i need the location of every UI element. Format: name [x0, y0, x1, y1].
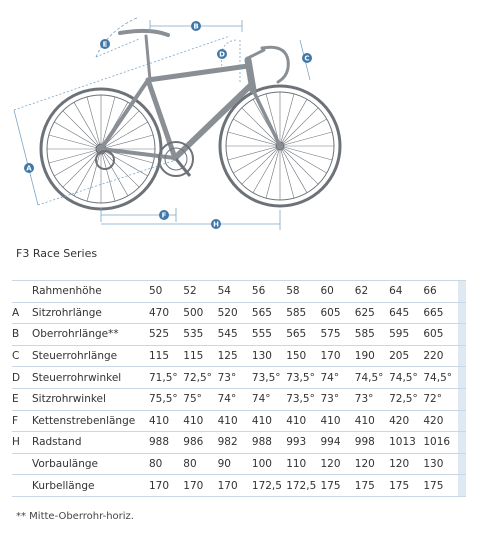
spoke [280, 119, 327, 146]
svg-text:D: D [219, 50, 225, 59]
value-cell: 150 [286, 345, 320, 367]
value-cell: 100 [252, 453, 286, 475]
value-cell: 205 [389, 345, 423, 367]
table-row [12, 345, 466, 367]
table-edge [458, 410, 466, 432]
value-cell: 410 [286, 410, 320, 432]
row-label: Steuerrohrwinkel [32, 367, 149, 389]
row-label: Vorbaulänge [32, 453, 149, 475]
table-edge [458, 302, 466, 324]
value-cell: 170 [218, 475, 252, 497]
series-title: F3 Race Series [16, 247, 98, 260]
row-letter: F [12, 410, 32, 432]
value-cell: 565 [286, 324, 320, 346]
table-row [12, 388, 466, 410]
value-cell: 470 [149, 302, 183, 324]
row-label: Steuerrohrlänge [32, 345, 149, 367]
value-cell: 72° [423, 388, 457, 410]
size-cell: 50 [149, 281, 183, 303]
spoke [280, 94, 294, 146]
value-cell: 73° [320, 388, 354, 410]
geometry-table [12, 280, 466, 497]
row-label: Kurbellänge [32, 475, 149, 497]
spoke [280, 146, 294, 198]
value-cell: 595 [389, 324, 423, 346]
value-cell: 130 [252, 345, 286, 367]
value-cell: 220 [423, 345, 457, 367]
spoke [280, 146, 307, 193]
value-cell: 73,5° [286, 388, 320, 410]
table-row [12, 324, 466, 346]
value-cell: 74,5° [423, 367, 457, 389]
value-cell: 605 [320, 302, 354, 324]
spoke [54, 122, 101, 149]
row-letter [12, 281, 32, 303]
svg-text:F: F [161, 211, 167, 220]
value-cell: 986 [183, 432, 217, 454]
value-cell: 982 [218, 432, 252, 454]
value-cell: 645 [389, 302, 423, 324]
row-letter [12, 453, 32, 475]
row-letter: C [12, 345, 32, 367]
spoke [242, 108, 280, 146]
value-cell: 172,5 [252, 475, 286, 497]
row-letter: A [12, 302, 32, 324]
svg-text:A: A [26, 164, 32, 173]
value-cell: 80 [183, 453, 217, 475]
table-row [12, 367, 466, 389]
value-cell: 175 [423, 475, 457, 497]
table-edge [458, 281, 466, 303]
badge-a [24, 163, 34, 173]
value-cell: 120 [355, 453, 389, 475]
badge-f [159, 210, 169, 220]
value-cell: 74,5° [389, 367, 423, 389]
value-cell: 535 [183, 324, 217, 346]
value-cell: 175 [389, 475, 423, 497]
value-cell: 420 [423, 410, 457, 432]
value-cell: 1013 [389, 432, 423, 454]
table-edge [458, 367, 466, 389]
size-cell: 60 [320, 281, 354, 303]
size-cell: 58 [286, 281, 320, 303]
row-letter: B [12, 324, 32, 346]
row-label: Rahmenhöhe [32, 281, 149, 303]
value-cell: 170 [183, 475, 217, 497]
table-edge [458, 475, 466, 497]
spoke [63, 149, 101, 187]
badge-h [211, 219, 221, 229]
value-cell: 72,5° [389, 388, 423, 410]
table-edge [458, 345, 466, 367]
spoke [228, 132, 280, 146]
value-cell: 120 [389, 453, 423, 475]
value-cell: 575 [320, 324, 354, 346]
spoke [87, 149, 101, 201]
badge-b [191, 21, 201, 31]
spoke [280, 146, 318, 184]
value-cell: 988 [252, 432, 286, 454]
svg-text:E: E [102, 40, 108, 49]
value-cell: 994 [320, 432, 354, 454]
svg-text:H: H [213, 220, 219, 229]
value-cell: 998 [355, 432, 389, 454]
value-cell: 172,5 [286, 475, 320, 497]
value-cell: 410 [252, 410, 286, 432]
value-cell: 410 [320, 410, 354, 432]
spoke [101, 149, 128, 196]
footnote: ** Mitte-Oberrohr-horiz. [16, 511, 134, 522]
spoke [280, 132, 332, 146]
spoke [49, 149, 101, 163]
spoke [253, 146, 280, 193]
value-cell: 120 [320, 453, 354, 475]
value-cell: 73° [355, 388, 389, 410]
svg-text:B: B [193, 22, 199, 31]
row-label: Radstand [32, 432, 149, 454]
value-cell: 520 [218, 302, 252, 324]
value-cell: 555 [252, 324, 286, 346]
table-edge [458, 432, 466, 454]
value-cell: 80 [149, 453, 183, 475]
spoke [228, 146, 280, 160]
value-cell: 585 [286, 302, 320, 324]
value-cell: 170 [149, 475, 183, 497]
value-cell: 993 [286, 432, 320, 454]
value-cell: 74° [218, 388, 252, 410]
table-row [12, 453, 466, 475]
row-label: Oberrohrlänge** [32, 324, 149, 346]
crankset [96, 142, 193, 176]
value-cell: 73,5° [286, 367, 320, 389]
spoke [280, 99, 307, 146]
table-row [12, 410, 466, 432]
size-cell: 54 [218, 281, 252, 303]
size-cell: 62 [355, 281, 389, 303]
value-cell: 72,5° [183, 367, 217, 389]
value-cell: 130 [423, 453, 457, 475]
spoke [54, 149, 101, 176]
value-cell: 410 [149, 410, 183, 432]
value-cell: 410 [355, 410, 389, 432]
value-cell: 73,5° [252, 367, 286, 389]
badge-e [100, 39, 110, 49]
spoke [280, 108, 318, 146]
table-edge [458, 388, 466, 410]
value-cell: 565 [252, 302, 286, 324]
size-cell: 56 [252, 281, 286, 303]
size-cell: 66 [423, 281, 457, 303]
value-cell: 988 [149, 432, 183, 454]
spoke [280, 146, 327, 173]
svg-text:C: C [304, 54, 310, 63]
spoke [266, 146, 280, 198]
row-label: Kettenstrebenlänge [32, 410, 149, 432]
row-letter: D [12, 367, 32, 389]
value-cell: 1016 [423, 432, 457, 454]
value-cell: 625 [355, 302, 389, 324]
table-row [12, 475, 466, 497]
row-letter: E [12, 388, 32, 410]
value-cell: 125 [218, 345, 252, 367]
bike-geometry-diagram [0, 0, 487, 240]
value-cell: 525 [149, 324, 183, 346]
value-cell: 545 [218, 324, 252, 346]
value-cell: 110 [286, 453, 320, 475]
row-letter [12, 475, 32, 497]
row-label: Sitzrohrwinkel [32, 388, 149, 410]
badge-d [217, 49, 227, 59]
value-cell: 170 [320, 345, 354, 367]
size-cell: 64 [389, 281, 423, 303]
value-cell: 410 [183, 410, 217, 432]
value-cell: 74° [252, 388, 286, 410]
row-label: Sitzrohrlänge [32, 302, 149, 324]
table-edge [458, 453, 466, 475]
value-cell: 585 [355, 324, 389, 346]
value-cell: 75° [183, 388, 217, 410]
value-cell: 75,5° [149, 388, 183, 410]
spoke [242, 146, 280, 184]
value-cell: 71,5° [149, 367, 183, 389]
spoke [280, 146, 332, 160]
badge-c [302, 53, 312, 63]
spoke [63, 111, 101, 149]
spoke [233, 146, 280, 173]
spoke [49, 135, 101, 149]
value-cell: 175 [320, 475, 354, 497]
value-cell: 410 [218, 410, 252, 432]
value-cell: 73° [218, 367, 252, 389]
value-cell: 115 [183, 345, 217, 367]
size-header-row [12, 281, 466, 303]
row-letter: H [12, 432, 32, 454]
spoke [74, 102, 101, 149]
value-cell: 605 [423, 324, 457, 346]
table-row [12, 432, 466, 454]
value-cell: 420 [389, 410, 423, 432]
value-cell: 74,5° [355, 367, 389, 389]
value-cell: 74° [320, 367, 354, 389]
spoke [87, 97, 101, 149]
value-cell: 90 [218, 453, 252, 475]
value-cell: 115 [149, 345, 183, 367]
size-cell: 52 [183, 281, 217, 303]
value-cell: 175 [355, 475, 389, 497]
value-cell: 190 [355, 345, 389, 367]
table-row [12, 302, 466, 324]
value-cell: 665 [423, 302, 457, 324]
value-cell: 500 [183, 302, 217, 324]
table-edge [458, 324, 466, 346]
